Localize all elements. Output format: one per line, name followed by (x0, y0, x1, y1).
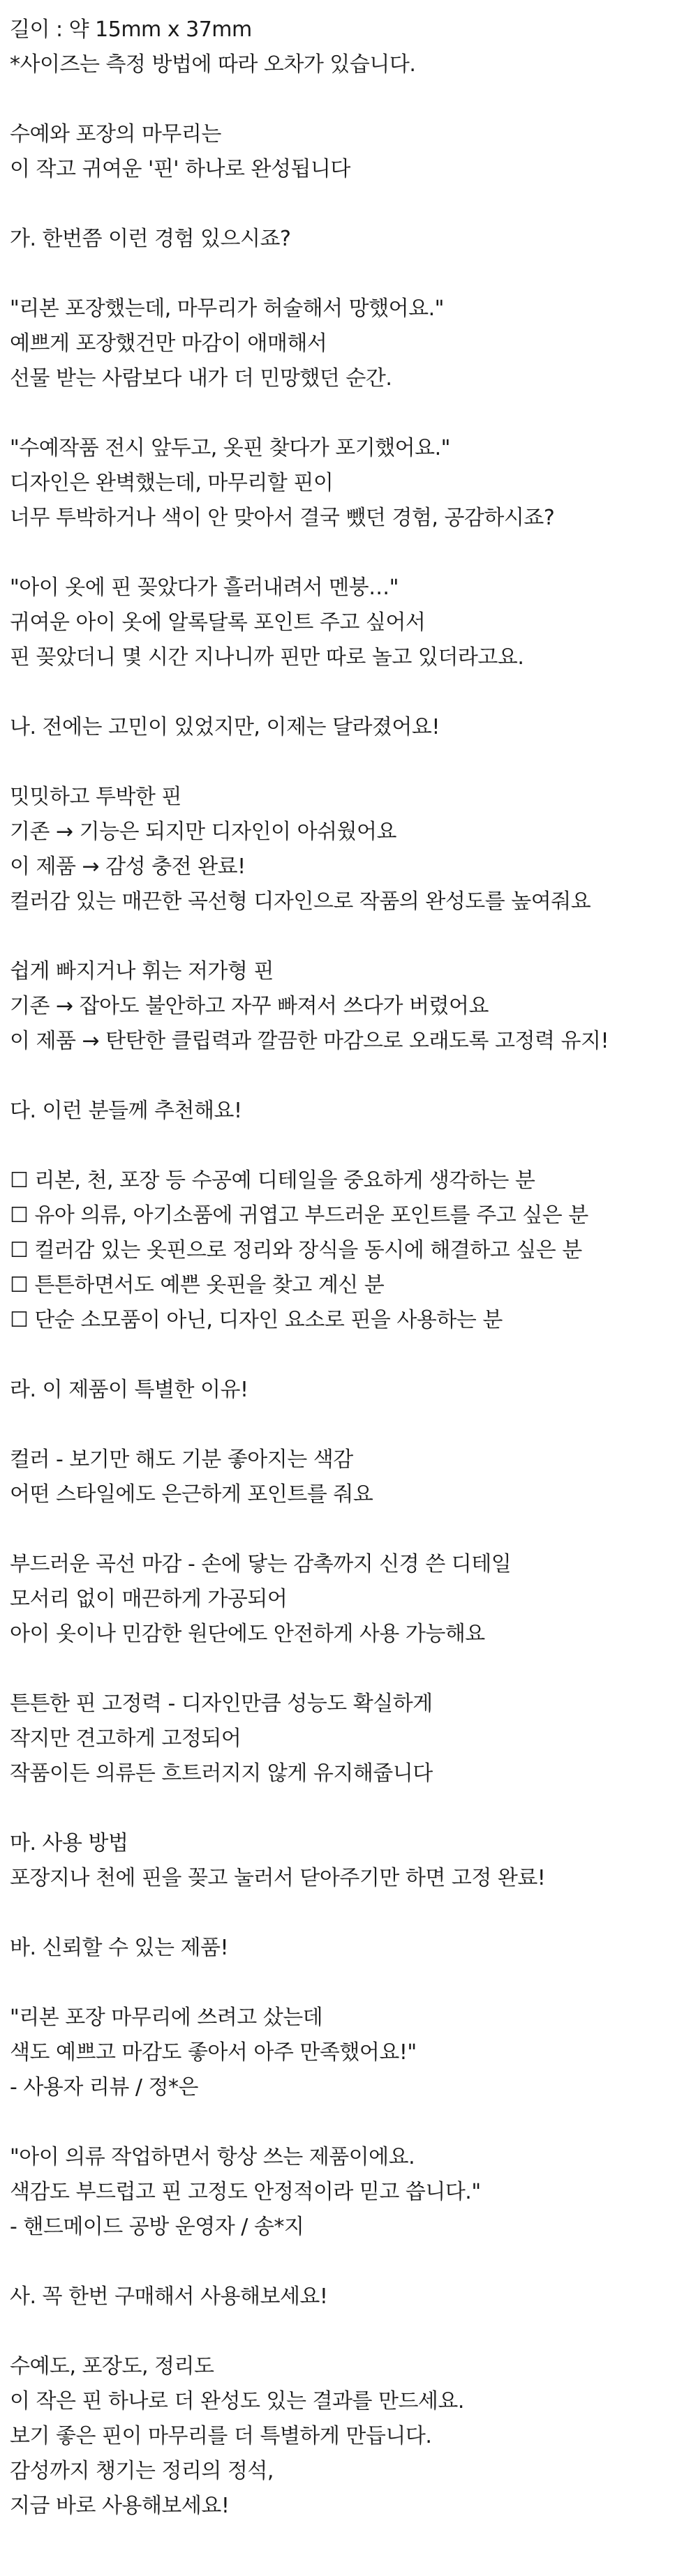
section-heading: 바. 신뢰할 수 있는 제품! (10, 1936, 229, 1960)
review-line: "리본 포장 마무리에 쓰려고 샀는데 (10, 2005, 323, 2030)
feature-line: 작지만 견고하게 고정되어 (10, 1726, 242, 1751)
section-heading: 가. 한번쯤 이런 경험 있으시죠? (10, 227, 291, 251)
review-author: - 사용자 리뷰 / 정*은 (10, 2075, 198, 2100)
compare-line: 기존 → 잡아도 불안하고 자꾸 빠져서 쓰다가 버렸어요 (10, 994, 489, 1018)
compare-line: 밋밋하고 투박한 핀 (10, 785, 181, 809)
feature-line: 아이 옷이나 민감한 원단에도 안전하게 사용 가능해요 (10, 1622, 485, 1646)
quote-line: 핀 꽂았더니 몇 시간 지나니까 핀만 따로 놀고 있더라고요. (10, 645, 524, 670)
quote-line: 귀여운 아이 옷에 알록달록 포인트 주고 싶어서 (10, 610, 426, 635)
checklist-item: ☐ 리본, 천, 포장 등 수공예 디테일을 중요하게 생각하는 분 (10, 1168, 535, 1193)
section-heading: 마. 사용 방법 (10, 1831, 128, 1855)
review-author: - 핸드메이드 공방 운영자 / 송*지 (10, 2215, 304, 2239)
checklist-item: ☐ 유아 의류, 아기소품에 귀엽고 부드러운 포인트를 주고 싶은 분 (10, 1203, 588, 1228)
section-ma (10, 1826, 688, 1896)
checklist-item: ☐ 단순 소모품이 아닌, 디자인 요소로 핀을 사용하는 분 (10, 1308, 503, 1332)
feature-line: 부드러운 곡선 마감 - 손에 닿는 감촉까지 신경 쓴 디테일 (10, 1552, 512, 1576)
quote-line: 너무 투박하거나 색이 안 맞아서 결국 뺐던 경험, 공감하시죠? (10, 506, 555, 530)
size-note: *사이즈는 측정 방법에 따라 오차가 있습니다. (10, 52, 416, 77)
closing-line: 수예도, 포장도, 정리도 (10, 2354, 214, 2379)
quote-line: 디자인은 완벽했는데, 마무리할 핀이 (10, 471, 334, 495)
quote-line: "아이 옷에 핀 꽂았다가 흘러내려서 멘붕…" (10, 575, 399, 600)
section-heading: 나. 전에는 고민이 있었지만, 이제는 달라졌어요! (10, 715, 440, 739)
checklist-item: ☐ 튼튼하면서도 예쁜 옷핀을 찾고 계신 분 (10, 1273, 385, 1297)
section-da (10, 1094, 688, 1338)
compare-line: 기존 → 기능은 되지만 디자인이 아쉬웠어요 (10, 820, 396, 844)
feature-line: 어떤 스타일에도 은근하게 포인트를 줘요 (10, 1482, 373, 1507)
intro-line: 이 작고 귀여운 '핀' 하나로 완성됩니다 (10, 157, 350, 181)
intro (10, 117, 688, 187)
review-line: "아이 의류 작업하면서 항상 쓰는 제품이에요. (10, 2145, 415, 2169)
section-heading: 다. 이런 분들께 추천해요! (10, 1099, 242, 1123)
closing-line: 보기 좋은 핀이 마무리를 더 특별하게 만듭니다. (10, 2424, 432, 2448)
section-ba (10, 1931, 688, 2245)
section-ra (10, 1373, 688, 1791)
closing-line: 감성까지 챙기는 정리의 정석, (10, 2459, 274, 2483)
compare-line: 이 제품 → 감성 충전 완료! (10, 854, 246, 879)
usage-line: 포장지나 천에 핀을 꽂고 눌러서 닫아주기만 하면 고정 완료! (10, 1866, 546, 1890)
quote-line: "수예작품 전시 앞두고, 옷핀 찾다가 포기했어요." (10, 436, 450, 460)
closing-line: 이 작은 핀 하나로 더 완성도 있는 결과를 만드세요. (10, 2389, 464, 2413)
closing-line: 지금 바로 사용해보세요! (10, 2494, 230, 2518)
size-line: 길이 : 약 15mm x 37mm (10, 17, 252, 42)
intro-line: 수예와 포장의 마무리는 (10, 122, 221, 146)
quote-line: 선물 받는 사람보다 내가 더 민망했던 순간. (10, 366, 392, 391)
feature-line: 모서리 없이 매끈하게 가공되어 (10, 1587, 288, 1611)
compare-line: 이 제품 → 탄탄한 클립력과 깔끔한 마감으로 오래도록 고정력 유지! (10, 1029, 609, 1053)
section-sa (10, 2280, 688, 2524)
feature-line: 컬러 - 보기만 해도 기분 좋아지는 색감 (10, 1447, 353, 1472)
compare-line: 컬러감 있는 매끈한 곡선형 디자인으로 작품의 완성도를 높여줘요 (10, 889, 591, 914)
section-na (10, 710, 688, 1059)
review-line: 색감도 부드럽고 핀 고정도 안정적이라 믿고 씁니다." (10, 2180, 481, 2204)
section-heading: 라. 이 제품이 특별한 이유! (10, 1378, 248, 1402)
quote-line: "리본 포장했는데, 마무리가 허술해서 망했어요." (10, 296, 444, 321)
section-heading: 사. 꼭 한번 구매해서 사용해보세요! (10, 2284, 328, 2309)
feature-line: 작품이든 의류든 흐트러지지 않게 유지해줍니다 (10, 1761, 433, 1786)
checklist-item: ☐ 컬러감 있는 옷핀으로 정리와 장식을 동시에 해결하고 싶은 분 (10, 1238, 582, 1263)
review-line: 색도 예쁘고 마감도 좋아서 아주 만족했어요!" (10, 2040, 417, 2065)
compare-line: 쉽게 빠지거나 휘는 저가형 핀 (10, 959, 274, 984)
feature-line: 튼튼한 핀 고정력 - 디자인만큼 성능도 확실하게 (10, 1692, 433, 1716)
section-ga (10, 222, 688, 675)
size-info (10, 13, 688, 82)
quote-line: 예쁘게 포장했건만 마감이 애매해서 (10, 331, 327, 356)
